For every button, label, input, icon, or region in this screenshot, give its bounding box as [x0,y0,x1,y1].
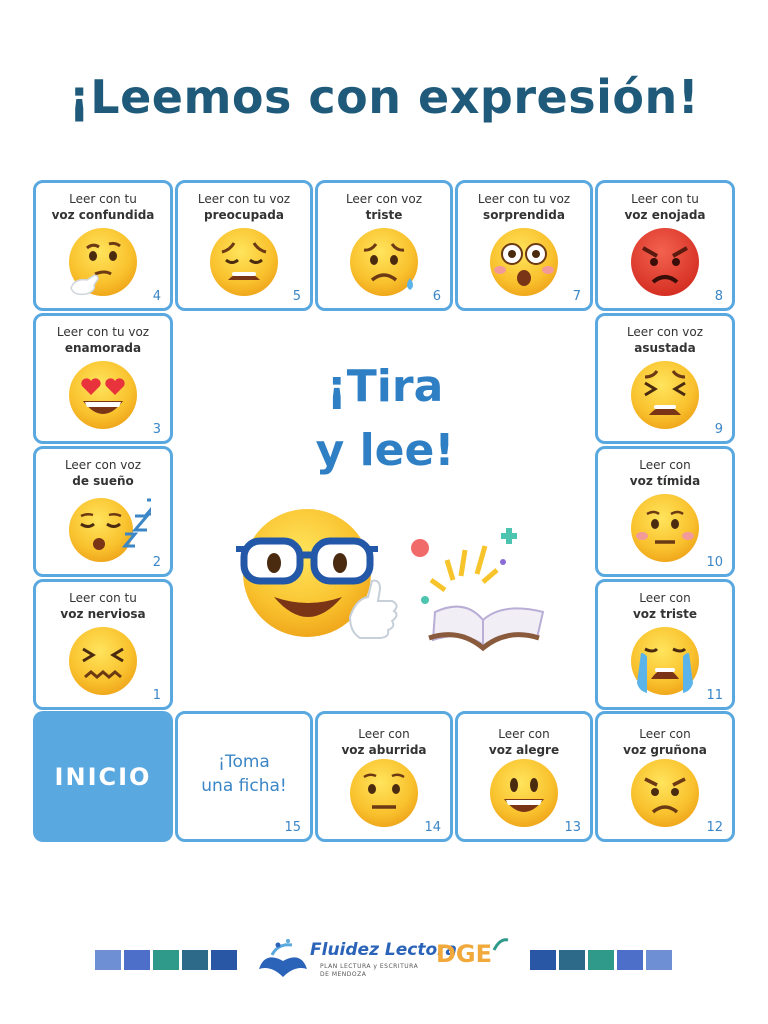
fluidez-lectora-logo-icon [258,937,308,981]
sad-sweat-face-icon [346,224,422,300]
bored-face-icon [346,755,422,831]
cell-label: Leer con tu voz [477,192,571,206]
footer-square [588,950,614,970]
center-line-1: ¡Tira [326,361,444,412]
thinking-face-icon [65,224,141,300]
footer-square [617,950,643,970]
nerd-face-thumbs-up-icon [232,505,407,650]
cell-number: 6 [432,289,441,304]
brand-subtitle-2: DE MENDOZA [320,971,367,978]
board-cell-11 [595,579,735,710]
board-cell-14 [315,711,453,842]
shy-face-icon [627,490,703,566]
cell-number: 10 [706,555,723,570]
cell-label-bold: voz gruñona [623,743,707,757]
cell-label: Leer con tu [69,192,137,206]
board-cell-2 [33,446,173,577]
board-cell-10 [595,446,735,577]
footer-square [124,950,150,970]
cell-number: 4 [152,289,161,304]
board-cell-7 [455,180,593,311]
board-cell-5 [175,180,313,311]
cell-label: Leer con tu voz [197,192,291,206]
dge-logo: DGE [436,940,493,968]
cell-label: Leer con tu [631,192,699,206]
cell-label: Leer con [498,727,550,741]
cell-number: 15 [284,820,301,835]
footer-square [646,950,672,970]
cell-label: Leer con tu voz [56,325,150,339]
cell-label-bold: voz nerviosa [60,607,146,621]
grumpy-face-icon [627,755,703,831]
cell-label: Leer con [639,727,691,741]
cell-label-bold: triste [365,208,403,222]
board-cell-12 [595,711,735,842]
cell-label-bold: de sueño [72,474,134,488]
cell-number: 1 [152,688,161,703]
cell-label: Leer con [639,591,691,605]
cell-label: Leer con [639,458,691,472]
grinning-face-icon [486,755,562,831]
cell-label: Leer con voz [626,325,704,339]
cell-number: 9 [714,422,723,437]
cell-label-bold: voz tímida [629,474,701,488]
dge-mark-icon [492,938,510,952]
cell-label-bold: asustada [634,341,696,355]
start-cell: INICIO [33,711,173,842]
footer-square [530,950,556,970]
confounded-face-icon [65,623,141,699]
cell-number: 2 [152,555,161,570]
sleeping-face-icon [55,490,151,566]
crying-face-icon [627,623,703,699]
roll-and-read-title [270,355,500,483]
take-token-line2: una ficha! [201,776,287,796]
footer-square [95,950,121,970]
cell-number: 5 [292,289,301,304]
cell-label-bold: voz alegre [488,743,560,757]
cell-label-bold: enamorada [64,341,142,355]
cell-label: Leer con tu [69,591,137,605]
footer-square [559,950,585,970]
footer-square [153,950,179,970]
board-cell-15 [175,711,313,842]
board-cell-9 [595,313,735,444]
cell-label-bold: voz confundida [51,208,155,222]
heart-eyes-face-icon [65,357,141,433]
page-title: ¡Leemos con expresión! [68,70,700,124]
cell-number: 8 [714,289,723,304]
cell-number: 14 [424,820,441,835]
cell-label: Leer con voz [64,458,142,472]
cell-number: 11 [706,688,723,703]
center-line-2: y lee! [315,425,455,476]
cell-label-bold: sorprendida [483,208,565,222]
cell-number: 13 [564,820,581,835]
footer-square [211,950,237,970]
board-cell-6 [315,180,453,311]
flushed-face-icon [486,224,562,300]
cell-number: 3 [152,422,161,437]
board-cell-1 [33,579,173,710]
cell-label: Leer con voz [345,192,423,206]
board-cell-3 [33,313,173,444]
cell-label: Leer con [358,727,410,741]
angry-face-icon [627,224,703,300]
cell-label-bold: voz aburrida [341,743,427,757]
cell-label-bold: voz triste [632,607,697,621]
take-token-line1: ¡Toma [218,752,270,772]
board-cell-4 [33,180,173,311]
brand-subtitle-1: PLAN LECTURA y ESCRITURA [320,963,419,970]
anguished-face-icon [206,224,282,300]
cell-label-bold: preocupada [204,208,284,222]
open-book-sparkles-icon [405,520,555,655]
board-cell-8 [595,180,735,311]
brand-name: Fluidez Lectora [310,940,457,960]
cell-label-bold: voz enojada [624,208,706,222]
board-cell-13 [455,711,593,842]
footer-square [182,950,208,970]
cell-number: 7 [572,289,581,304]
tired-face-icon [627,357,703,433]
cell-number: 12 [706,820,723,835]
